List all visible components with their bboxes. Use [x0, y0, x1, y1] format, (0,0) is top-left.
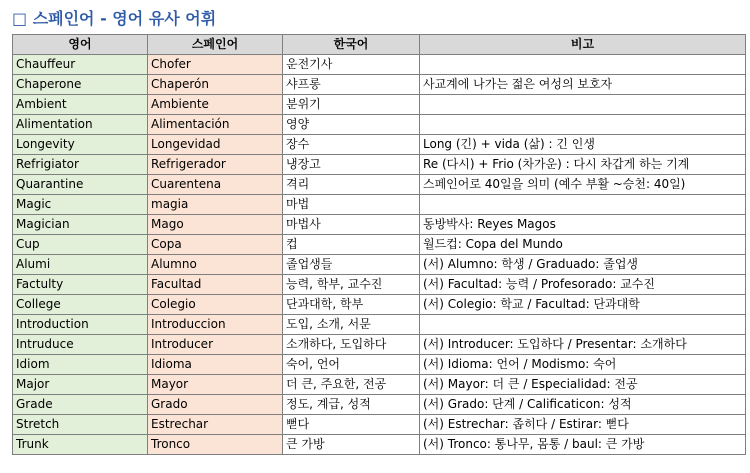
header-korean: 한국어 [283, 35, 420, 55]
spanish-cell: magia [148, 195, 283, 215]
spanish-cell: Ambiente [148, 95, 283, 115]
korean-cell: 컵 [283, 235, 420, 255]
korean-cell: 뻗다 [283, 415, 420, 435]
notes-cell: (서) Introducer: 도입하다 / Presentar: 소개하다 [420, 335, 746, 355]
table-row [13, 175, 746, 195]
document-title: □ 스페인어 - 영어 유사 어휘 [12, 9, 217, 28]
spanish-cell: Mago [148, 215, 283, 235]
notes-cell: Long (긴) + vida (삶) : 긴 인생 [420, 135, 746, 155]
notes-cell [420, 315, 746, 335]
table-row [13, 355, 746, 375]
table-row [13, 235, 746, 255]
english-cell: Longevity [13, 135, 148, 155]
english-cell: Magic [13, 195, 148, 215]
notes-cell: (서) Colegio: 학교 / Facultad: 단과대학 [420, 295, 746, 315]
english-cell: Introduction [13, 315, 148, 335]
notes-cell: 사교계에 나가는 젊은 여성의 보호자 [420, 75, 746, 95]
header-spanish: 스페인어 [148, 35, 283, 55]
spanish-cell: Idioma [148, 355, 283, 375]
spanish-cell: Introduccion [148, 315, 283, 335]
table-row [13, 375, 746, 395]
korean-cell: 마법사 [283, 215, 420, 235]
korean-cell: 마법 [283, 195, 420, 215]
spanish-cell: Estrechar [148, 415, 283, 435]
english-cell: Alumi [13, 255, 148, 275]
english-cell: Chaperone [13, 75, 148, 95]
notes-cell: (서) Grado: 단계 / Calificaticon: 성적 [420, 395, 746, 415]
notes-cell: (서) Tronco: 통나무, 몸통 / baul: 큰 가방 [420, 435, 746, 455]
notes-cell: 월드컵: Copa del Mundo [420, 235, 746, 255]
english-cell: Cup [13, 235, 148, 255]
spanish-cell: Chaperón [148, 75, 283, 95]
notes-cell: (서) Idioma: 언어 / Modismo: 숙어 [420, 355, 746, 375]
notes-cell: (서) Alumno: 학생 / Graduado: 졸업생 [420, 255, 746, 275]
table-row [13, 135, 746, 155]
english-cell: Stretch [13, 415, 148, 435]
english-cell: College [13, 295, 148, 315]
notes-cell: 동방박사: Reyes Magos [420, 215, 746, 235]
notes-cell: (서) Facultad: 능력 / Profesorado: 교수진 [420, 275, 746, 295]
english-cell: Grade [13, 395, 148, 415]
korean-cell: 격리 [283, 175, 420, 195]
spanish-cell: Colegio [148, 295, 283, 315]
english-cell: Alimentation [13, 115, 148, 135]
vocabulary-table [12, 34, 746, 455]
spanish-cell: Longevidad [148, 135, 283, 155]
english-cell: Idiom [13, 355, 148, 375]
table-row [13, 395, 746, 415]
korean-cell: 냉장고 [283, 155, 420, 175]
table-header-row [13, 35, 746, 55]
table-row [13, 315, 746, 335]
korean-cell: 숙어, 언어 [283, 355, 420, 375]
spanish-cell: Introducer [148, 335, 283, 355]
spanish-cell: Copa [148, 235, 283, 255]
korean-cell: 분위기 [283, 95, 420, 115]
english-cell: Major [13, 375, 148, 395]
english-cell: Ambient [13, 95, 148, 115]
spanish-cell: Grado [148, 395, 283, 415]
english-cell: Quarantine [13, 175, 148, 195]
spanish-cell: Cuarentena [148, 175, 283, 195]
header-english: 영어 [13, 35, 148, 55]
english-cell: Chauffeur [13, 55, 148, 75]
table-row [13, 215, 746, 235]
spanish-cell: Refrigerador [148, 155, 283, 175]
table-row [13, 155, 746, 175]
table-row [13, 115, 746, 135]
spanish-cell: Mayor [148, 375, 283, 395]
english-cell: Trunk [13, 435, 148, 455]
notes-cell: Re (다시) + Frio (차가운) : 다시 차갑게 하는 기계 [420, 155, 746, 175]
korean-cell: 큰 가방 [283, 435, 420, 455]
table-row [13, 75, 746, 95]
korean-cell: 졸업생들 [283, 255, 420, 275]
korean-cell: 장수 [283, 135, 420, 155]
notes-cell [420, 95, 746, 115]
spanish-cell: Alimentación [148, 115, 283, 135]
spanish-cell: Tronco [148, 435, 283, 455]
header-notes: 비고 [420, 35, 746, 55]
notes-cell: (서) Estrechar: 좁히다 / Estirar: 뻗다 [420, 415, 746, 435]
spanish-cell: Facultad [148, 275, 283, 295]
korean-cell: 능력, 학부, 교수진 [283, 275, 420, 295]
english-cell: Magician [13, 215, 148, 235]
spanish-cell: Chofer [148, 55, 283, 75]
korean-cell: 단과대학, 학부 [283, 295, 420, 315]
korean-cell: 더 큰, 주요한, 전공 [283, 375, 420, 395]
korean-cell: 운전기사 [283, 55, 420, 75]
english-cell: Refrigiator [13, 155, 148, 175]
table-row [13, 295, 746, 315]
notes-cell: (서) Mayor: 더 큰 / Especialidad: 전공 [420, 375, 746, 395]
korean-cell: 도입, 소개, 서문 [283, 315, 420, 335]
table-row [13, 255, 746, 275]
notes-cell: 스페인어로 40일을 의미 (예수 부활 ~승천: 40일) [420, 175, 746, 195]
table-row [13, 275, 746, 295]
table-body [13, 55, 746, 455]
english-cell: Intruduce [13, 335, 148, 355]
english-cell: Factulty [13, 275, 148, 295]
spanish-cell: Alumno [148, 255, 283, 275]
table-row [13, 415, 746, 435]
table-row [13, 335, 746, 355]
korean-cell: 영양 [283, 115, 420, 135]
notes-cell [420, 115, 746, 135]
korean-cell: 소개하다, 도입하다 [283, 335, 420, 355]
notes-cell [420, 195, 746, 215]
table-row [13, 95, 746, 115]
table-row [13, 55, 746, 75]
korean-cell: 정도, 계급, 성적 [283, 395, 420, 415]
notes-cell [420, 55, 746, 75]
table-row [13, 195, 746, 215]
korean-cell: 샤프롱 [283, 75, 420, 95]
table-row [13, 435, 746, 455]
